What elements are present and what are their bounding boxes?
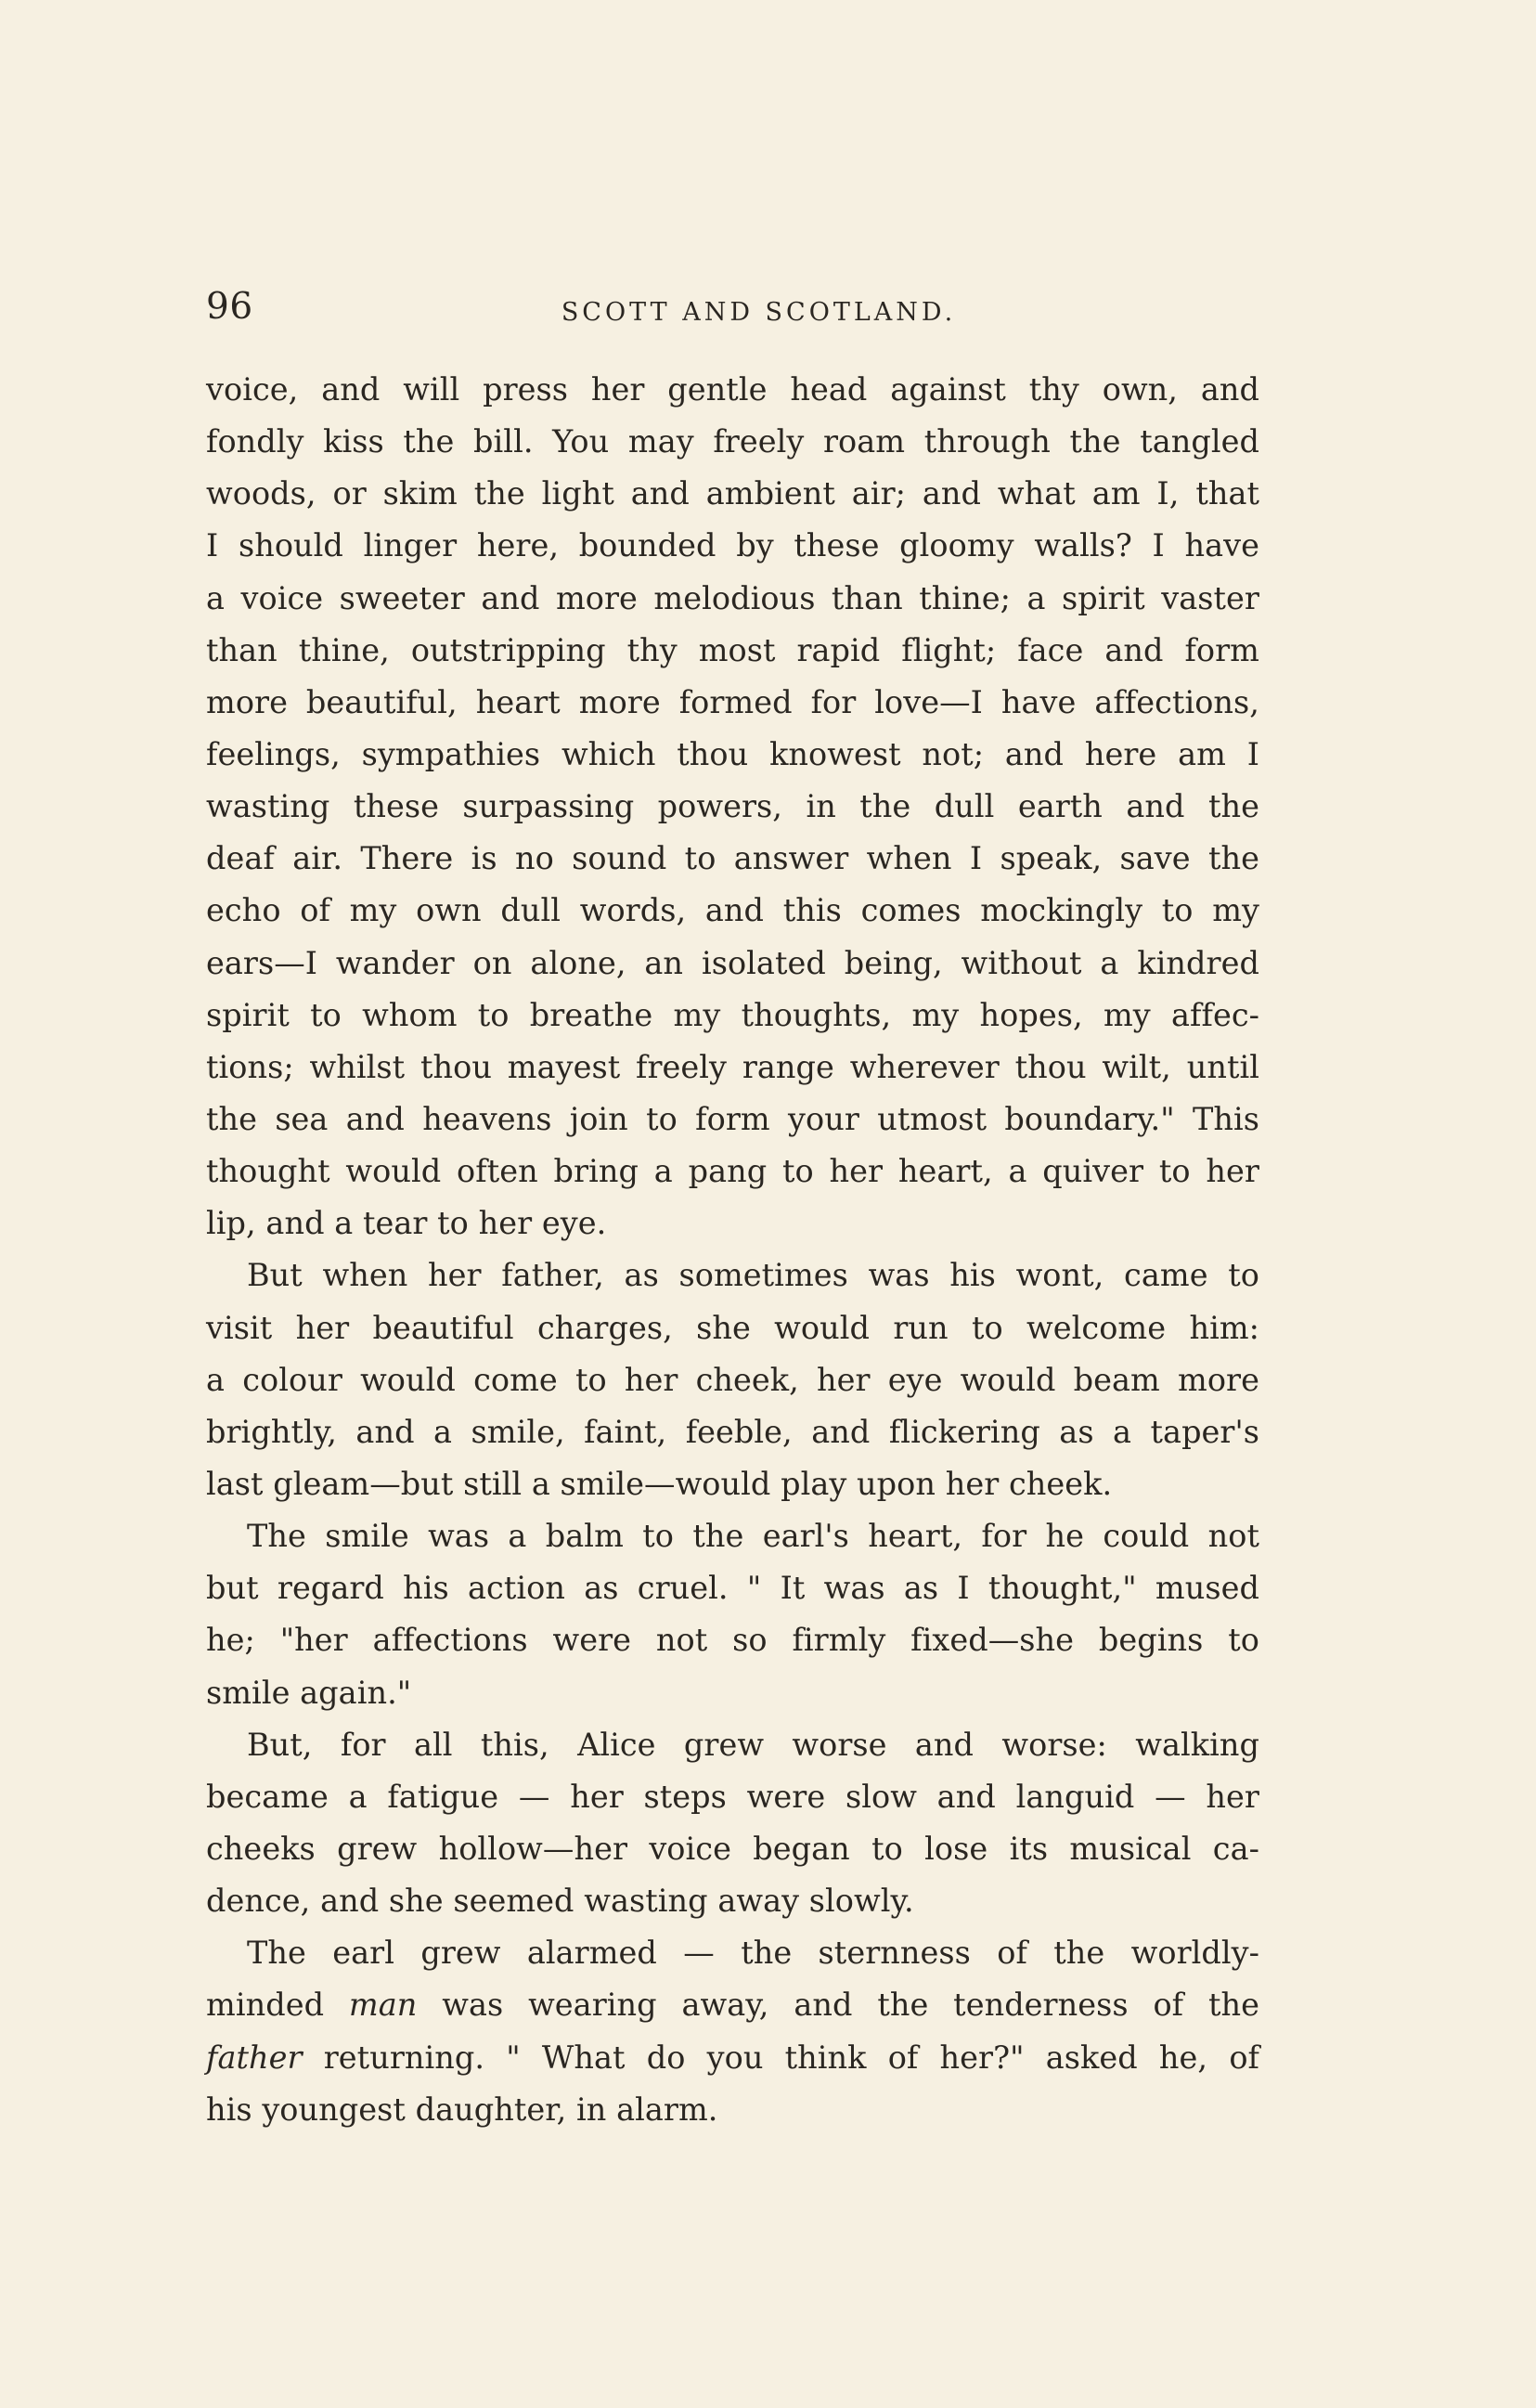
text-segment: minded	[206, 1987, 349, 2024]
text-line: more beautiful, heart more formed for love—I have affections,	[206, 683, 1259, 720]
text-line: smile again."	[206, 1674, 412, 1711]
running-header	[206, 283, 1259, 348]
text-line: The earl grew alarmed — the sternness of the worldly-	[247, 1935, 1259, 1972]
text-line: than thine, outstripping thy most rapid flight; face and form	[206, 631, 1259, 668]
text-line: brightly, and a smile, faint, feeble, and flickering as a taper's	[206, 1413, 1259, 1450]
text-line	[206, 2032, 1259, 2084]
text-segment: was wearing away, and the tenderness of the	[417, 1987, 1259, 2024]
text-line: he; "her affections were not so firmly fixed—she begins to	[206, 1622, 1259, 1659]
text-line: thought would often bring a pang to her heart, a quiver to her	[206, 1153, 1259, 1190]
page-number: 96	[206, 286, 253, 328]
text-line: But when her father, as sometimes was his wont, came to	[247, 1257, 1259, 1294]
text-line: last gleam—but still a smile—would play upon her cheek.	[206, 1465, 1113, 1502]
text-line: his youngest daughter, in alarm.	[206, 2091, 718, 2128]
text-line: woods, or skim the light and ambient air; and what am I, that	[206, 475, 1259, 512]
text-line	[206, 1979, 1259, 2031]
text-line: the sea and heavens join to form your utmost boundary." This	[206, 1100, 1259, 1137]
text-line: became a fatigue — her steps were slow and languid — her	[206, 1778, 1259, 1815]
text-line: The smile was a balm to the earl's heart, for he could not	[247, 1518, 1259, 1555]
italic-word: man	[348, 1987, 418, 2024]
text-line: fondly kiss the bill. You may freely roam through the tangled	[206, 423, 1259, 460]
text-line: tions; whilst thou mayest freely range wherever thou wilt, until	[206, 1048, 1259, 1085]
text-line: visit her beautiful charges, she would run to welcome him:	[206, 1309, 1259, 1346]
text-line: deaf air. There is no sound to answer when I speak, save the	[206, 840, 1259, 877]
text-line: But, for all this, Alice grew worse and worse: walking	[247, 1726, 1259, 1763]
text-line: voice, and will press her gentle head against thy own, and	[206, 371, 1259, 408]
text-line: echo of my own dull words, and this comes mockingly to my	[206, 892, 1259, 929]
text-line: a colour would come to her cheek, her eye would beam more	[206, 1361, 1259, 1398]
text-line: lip, and a tear to her eye.	[206, 1205, 607, 1242]
text-line: ears—I wander on alone, an isolated being, without a kindred	[206, 944, 1259, 981]
text-line: a voice sweeter and more melodious than thine; a spirit vaster	[206, 579, 1259, 616]
text-line: but regard his action as cruel. " It was as I thought," mused	[206, 1570, 1259, 1607]
body-text	[206, 364, 1259, 2136]
italic-word: father	[206, 2039, 303, 2076]
text-line: dence, and she seemed wasting away slowly.	[206, 1883, 914, 1920]
running-title: SCOTT AND SCOTLAND.	[561, 298, 957, 327]
text-segment: returning. " What do you think of her?" asked he, of	[302, 2039, 1259, 2076]
text-line: feelings, sympathies which thou knowest not; and here am I	[206, 735, 1259, 772]
text-line: wasting these surpassing powers, in the dull earth and the	[206, 788, 1259, 825]
text-line: cheeks grew hollow—her voice began to lose its musical ca-	[206, 1830, 1259, 1867]
text-line: spirit to whom to breathe my thoughts, my hopes, my affec-	[206, 996, 1259, 1033]
text-line: I should linger here, bounded by these gloomy walls? I have	[206, 527, 1259, 564]
